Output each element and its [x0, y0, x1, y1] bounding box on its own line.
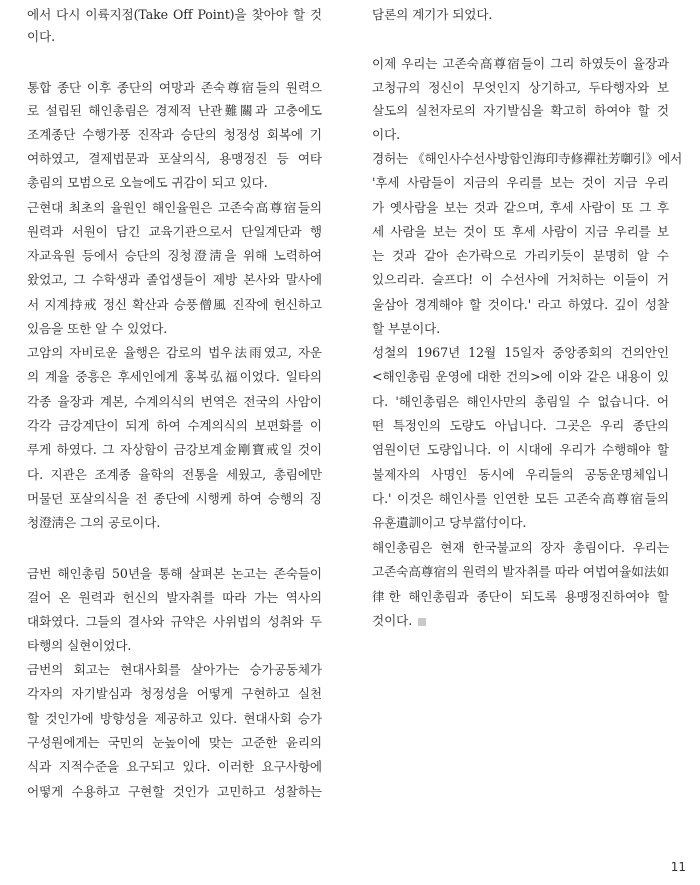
left-column-line-text: 에서 다시 이륙지점(Take Off Point)을 찾아야 할 것: [27, 7, 322, 22]
right-column-text-line: [372, 418, 669, 434]
left-column-text-line: [27, 321, 167, 337]
right-column-line-text: 이제 우리는 고존숙高尊宿들이 그리 하였듯이 율장과: [372, 56, 669, 71]
right-column-line-text: 이다.: [372, 127, 401, 142]
left-column-text-line: [27, 80, 322, 96]
left-column-text-line: [27, 614, 322, 630]
right-column-line-text: 가 옛사람을 보는 것과 같으며, 후세 사람이 또 그 후: [372, 200, 669, 215]
right-column-text-line: [372, 7, 492, 23]
right-column-line-text: 염원이던 도량입니다. 이 시대에 우리가 수행해야 할: [372, 442, 669, 457]
right-column-line-text: 것이다.: [372, 613, 413, 628]
right-column-text-line: [372, 345, 669, 361]
left-column-text-line: [27, 248, 322, 264]
right-column-text-line: [372, 491, 669, 507]
left-column-line-text: 각종 율장과 계본, 수계의식의 번역은 전국의 사암이: [27, 394, 322, 409]
left-column-line-text: 다. 지관은 조계종 율학의 전통을 세웠고, 총림에만: [27, 467, 322, 482]
left-column-text-line: [27, 590, 322, 606]
left-column-text-line: [27, 200, 322, 216]
right-column-text-line: [372, 321, 440, 337]
right-column-text-line: [372, 127, 400, 143]
right-column-text-line: [372, 103, 669, 119]
right-column-text-line: [372, 272, 669, 288]
right-column-line-text: 세 사람을 보는 것이 또 후세 사람이 지금 우리를 보: [372, 224, 669, 239]
right-column-text-line: [372, 297, 669, 313]
left-column-text-line: [27, 127, 322, 143]
left-column-line-text: 어떻게 수용하고 구현할 것인가 고민하고 성찰하는: [27, 784, 322, 799]
right-column-line-text: 다. '해인총림은 해인사만의 총림일 수 없습니다. 어: [372, 394, 669, 409]
left-column-text-line: [27, 515, 160, 531]
right-column-text-line: [372, 248, 669, 264]
left-column-text-line: [27, 297, 322, 313]
left-column-line-text: 각각 금강계단이 되게 하여 수계의식의 보편화를 이: [27, 418, 322, 433]
left-column-text-line: [27, 7, 322, 23]
right-column-line-text: 울삼아 경계해야 할 것이다.' 라고 하였다. 깊이 성찰: [372, 297, 669, 312]
left-column-text-line: [27, 345, 322, 361]
page-number: 11: [670, 860, 686, 874]
right-column-text-line: [372, 540, 669, 556]
left-column-text-line: [27, 784, 322, 800]
left-column-line-text: 자교육원 등에서 승단의 징청澄淸을 위해 노력하여: [27, 248, 322, 263]
right-column-line-text: 할 부분이다.: [372, 321, 441, 336]
right-column-text-line: [372, 151, 683, 167]
right-column-line-text: 律한 해인총림과 종단이 되도록 용맹정진하여야 할: [372, 589, 669, 604]
left-column-text-line: [27, 369, 322, 385]
right-column-line-text: 해인총림은 현재 한국불교의 장자 총림이다. 우리는: [372, 540, 669, 555]
right-column-text-line: [372, 394, 669, 410]
left-column-line-text: 대화였다. 그들의 결사와 규약은 사위법의 성취와 두: [27, 614, 322, 629]
left-column-text-line: [27, 686, 322, 702]
right-column-text-line: [372, 224, 669, 240]
left-column-text-line: [27, 711, 322, 727]
left-column-line-text: 각자의 자기발심과 청정성을 어떻게 구현하고 실천: [27, 686, 322, 701]
left-column-line-text: 타행의 실현이었다.: [27, 638, 132, 653]
left-column-line-text: 금번의 회고는 현대사회를 살아가는 승가공동체가: [27, 662, 322, 677]
left-column-text-line: [27, 103, 322, 119]
right-column-text-line: [372, 467, 669, 483]
right-column-text-line: [372, 200, 669, 216]
right-column-text-line: [372, 369, 669, 385]
left-column-line-text: 서 지계持戒 정신 확산과 승풍僧風 진작에 헌신하고: [27, 297, 322, 312]
left-column-line-text: 구성원에게는 국민의 눈높이에 맞는 고준한 윤리의: [27, 735, 322, 750]
right-column-line-text: 살도의 실천자로의 자기발심을 확고히 하여야 할 것: [372, 103, 669, 118]
right-column-line-text: 성철의 1967년 12월 15일자 중앙종회의 건의안인: [372, 345, 669, 360]
article-end-mark-icon: [418, 618, 426, 626]
left-column-line-text: 로 설립된 해인총림은 경제적 난관難關과 고충에도: [27, 103, 322, 118]
left-column-line-text: 루게 하였다. 그 자상함이 금강보계金剛寶戒일 것이: [27, 442, 322, 457]
left-column-text-line: [27, 662, 322, 678]
left-column-text-line: [27, 566, 322, 582]
left-column-line-text: 머물던 포살의식을 전 종단에 시행케 하여 승행의 징: [27, 491, 322, 506]
right-column-line-text: 고청규의 정신이 무엇인지 상기하고, 두타행자와 보: [372, 80, 669, 95]
right-column-text-line: [372, 442, 669, 458]
right-column-line-text: 불제자의 사명인 동시에 우리들의 공동운명체입니: [372, 467, 669, 482]
right-column-line-text: '후세 사람들이 지금의 우리를 보는 것이 지금 우리: [372, 175, 669, 190]
left-column-line-text: 원력과 서원이 담긴 교육기관으로서 단일계단과 행: [27, 224, 322, 239]
left-column-line-text: 이다.: [27, 29, 56, 44]
left-column-text-line: [27, 491, 322, 507]
left-column-line-text: 있음을 또한 알 수 있었다.: [27, 321, 168, 336]
left-column-line-text: 근현대 최초의 율원인 해인율원은 고존숙高尊宿들의: [27, 200, 322, 215]
right-column-text-line: [372, 175, 669, 191]
left-column-text-line: [27, 175, 268, 191]
left-column-text-line: [27, 735, 322, 751]
left-column-text-line: [27, 272, 322, 288]
right-column-line-text: 경허는 《해인사수선사방함인海印寺修禪社芳啣引》에서: [372, 151, 683, 166]
right-column-text-line: [372, 515, 526, 531]
left-column-text-line: [27, 759, 322, 775]
left-column-text-line: [27, 638, 131, 654]
left-column-line-text: 할 것인가에 방향성을 제공하고 있다. 현대사회 승가: [27, 711, 322, 726]
right-column-line-text: <해인총림 운영에 대한 건의>에 이와 같은 내용이 있: [372, 369, 669, 384]
left-column-line-text: 통합 종단 이후 종단의 여망과 존숙尊宿들의 원력으: [27, 80, 322, 95]
left-column-line-text: 금번 해인총림 50년을 통해 살펴본 논고는 존숙들이: [27, 566, 322, 581]
right-column-line-text: 있으리라. 슬프다! 이 수선사에 거처하는 이들이 거: [372, 272, 669, 287]
left-column-text-line: [27, 151, 322, 167]
right-column-text-line: [372, 56, 669, 72]
left-column-line-text: 걸어 온 원력과 헌신의 발자취를 따라 가는 역사의: [27, 590, 322, 605]
right-column-line-text: 떤 특정인의 도량도 아닙니다. 그곳은 우리 종단의: [372, 418, 669, 433]
right-column-line-text: 담론의 계기가 되었다.: [372, 7, 493, 22]
right-column-text-line: [372, 613, 426, 629]
left-column-line-text: 총림의 모범으로 오늘에도 귀감이 되고 있다.: [27, 175, 268, 190]
right-column-text-line: [372, 564, 669, 580]
left-column-line-text: 식과 지적수준을 요구되고 있다. 이러한 요구사항에: [27, 759, 322, 774]
left-column-line-text: 의 계율 중흥은 후세인에게 홍복弘福이었다. 일타의: [27, 369, 322, 384]
right-column-text-line: [372, 589, 669, 605]
left-column-text-line: [27, 224, 322, 240]
right-column-text-line: [372, 80, 669, 96]
left-column-line-text: 조계종단 수행가풍 진작과 승단의 청정성 회복에 기: [27, 127, 322, 142]
right-column-line-text: 는 것과 같아 손가락으로 가리키듯이 분명히 알 수: [372, 248, 669, 263]
right-column-line-text: 다.' 이것은 해인사를 인연한 모든 고존숙高尊宿들의: [372, 491, 669, 506]
left-column-line-text: 고암의 자비로운 율행은 감로의 법우法雨였고, 자운: [27, 345, 322, 360]
left-column-line-text: 여하였고, 결제법문과 포살의식, 용맹정진 등 여타: [27, 151, 322, 166]
left-column-text-line: [27, 467, 322, 483]
right-column-line-text: 유훈遺訓이고 당부當付이다.: [372, 515, 527, 530]
left-column-line-text: 왔었고, 그 수학생과 졸업생들이 제방 본사와 말사에: [27, 272, 322, 287]
left-column-text-line: [27, 29, 55, 45]
left-column-line-text: 청澄淸은 그의 공로이다.: [27, 515, 161, 530]
left-column-text-line: [27, 442, 322, 458]
left-column-text-line: [27, 394, 322, 410]
left-column-text-line: [27, 418, 322, 434]
right-column-line-text: 고존숙高尊宿의 원력의 발자취를 따라 여법여율如法如: [372, 564, 669, 579]
